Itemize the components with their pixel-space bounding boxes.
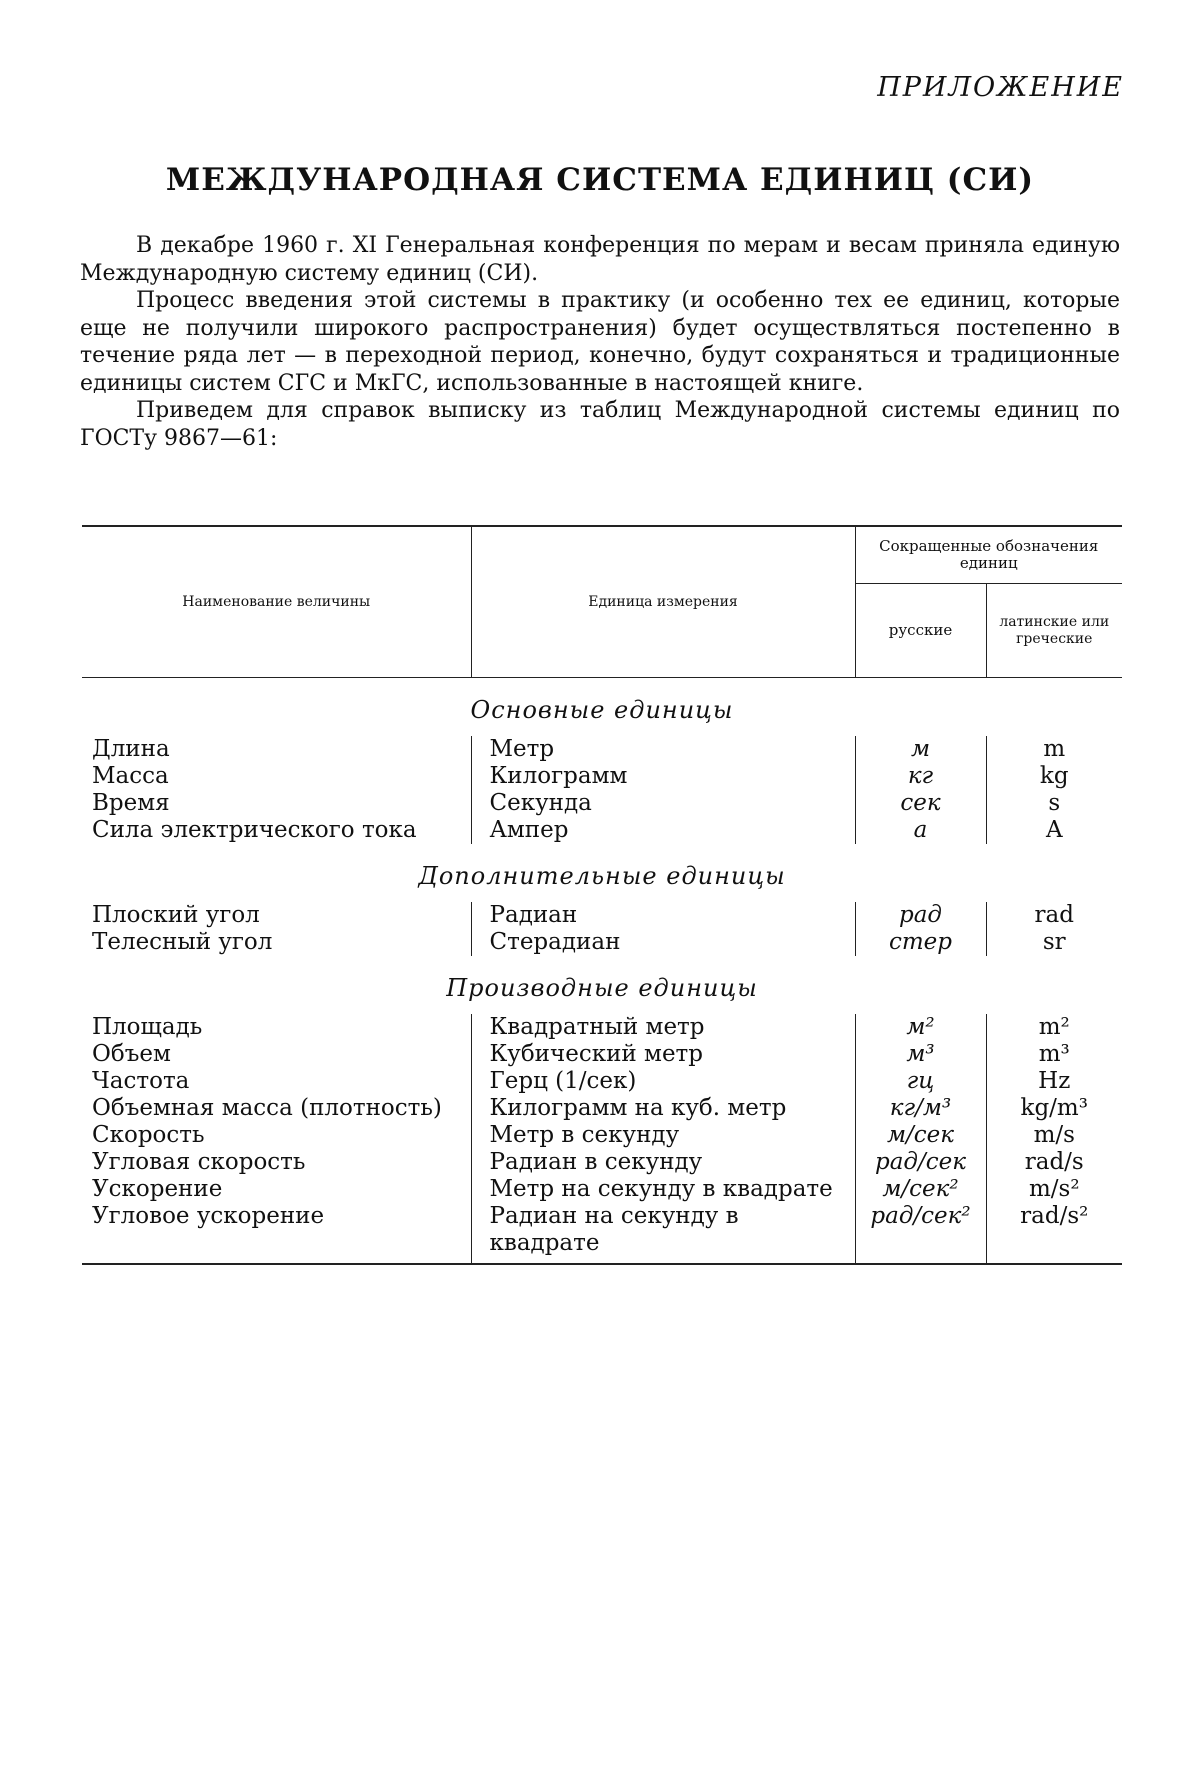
intro-text <box>80 232 1120 452</box>
table-row <box>82 1203 1122 1264</box>
table-row <box>82 1122 1122 1149</box>
table-body <box>82 678 1122 1265</box>
table-row <box>82 1014 1122 1041</box>
intro-paragraph: Процесс введения этой системы в практику (и особенно тех ее единиц, которые еще не получили широкого распространения) будет осуществляться постепенно в течение ряда лет — в переходной период, конечно, будут сохраняться и традиционные единицы систем СГС и МкГС, использованные в настоящей книге. <box>80 288 1120 396</box>
russian-symbol: м/сек <box>855 1122 986 1149</box>
russian-symbol: м³ <box>855 1041 986 1068</box>
latin-symbol: Hz <box>986 1068 1122 1095</box>
table-row <box>82 1149 1122 1176</box>
latin-symbol: kg/m³ <box>986 1095 1122 1122</box>
unit-name: Метр на секунду в квадрате <box>471 1176 855 1203</box>
russian-symbol: м <box>855 736 986 763</box>
header-latin: латинские или греческие <box>986 584 1122 677</box>
table-row <box>82 929 1122 956</box>
russian-symbol: м/сек² <box>855 1176 986 1203</box>
quantity-name: Угловое ускорение <box>92 1203 325 1229</box>
table-row <box>82 1176 1122 1203</box>
table-row <box>82 902 1122 929</box>
table-row <box>82 790 1122 817</box>
latin-symbol: m <box>986 736 1122 763</box>
table-row <box>82 817 1122 844</box>
latin-symbol: rad <box>986 902 1122 929</box>
table-row <box>82 1095 1122 1122</box>
intro-paragraph: Приведем для справок выписку из таблиц Международной системы единиц по ГОСТу 9867—61: <box>80 398 1120 451</box>
header-russian: русские <box>888 621 953 640</box>
section-heading-row <box>82 956 1122 1014</box>
quantity-name: Время <box>92 790 170 816</box>
table-header <box>82 526 1122 678</box>
section-title: Производные единицы <box>446 974 758 1002</box>
section-heading-row <box>82 678 1122 737</box>
table-row <box>82 1041 1122 1068</box>
section-title: Основные единицы <box>470 696 734 724</box>
latin-symbol: s <box>986 790 1122 817</box>
russian-symbol: гц <box>855 1068 986 1095</box>
quantity-name: Сила электрического тока <box>92 817 417 843</box>
appendix-label: ПРИЛОЖЕНИЕ <box>877 72 1124 103</box>
latin-symbol: m³ <box>986 1041 1122 1068</box>
si-units-table <box>82 525 1122 1265</box>
page-title: МЕЖДУНАРОДНАЯ СИСТЕМА ЕДИНИЦ (СИ) <box>165 162 1035 198</box>
russian-symbol: рад/сек <box>855 1149 986 1176</box>
table-row <box>82 763 1122 790</box>
unit-name: Радиан в секунду <box>471 1149 855 1176</box>
unit-name: Килограмм <box>471 763 855 790</box>
header-quantity-name: Наименование величины <box>82 526 471 677</box>
latin-symbol: m/s² <box>986 1176 1122 1203</box>
unit-name: Секунда <box>471 790 855 817</box>
latin-symbol: m² <box>986 1014 1122 1041</box>
russian-symbol: рад/сек² <box>855 1203 986 1264</box>
unit-name: Метр <box>471 736 855 763</box>
unit-name: Герц (1/сек) <box>471 1068 855 1095</box>
section-title: Дополнительные единицы <box>418 862 786 890</box>
russian-symbol: сек <box>855 790 986 817</box>
unit-name: Радиан на секунду в квадрате <box>471 1203 855 1264</box>
header-abbreviations: Сокращенные обозначения единиц <box>855 526 1122 584</box>
quantity-name: Плоский угол <box>92 902 260 928</box>
latin-symbol: rad/s² <box>986 1203 1122 1264</box>
quantity-name: Масса <box>92 763 169 789</box>
russian-symbol: кг/м³ <box>855 1095 986 1122</box>
quantity-name: Объемная масса (плотность) <box>92 1095 442 1121</box>
unit-name: Метр в секунду <box>471 1122 855 1149</box>
quantity-name: Телесный угол <box>92 929 273 955</box>
russian-symbol: стер <box>855 929 986 956</box>
russian-symbol: кг <box>855 763 986 790</box>
russian-symbol: а <box>855 817 986 844</box>
latin-symbol: A <box>986 817 1122 844</box>
quantity-name: Площадь <box>92 1014 203 1040</box>
russian-symbol: м² <box>855 1014 986 1041</box>
table-row <box>82 736 1122 763</box>
latin-symbol: sr <box>986 929 1122 956</box>
russian-symbol: рад <box>855 902 986 929</box>
quantity-name: Угловая скорость <box>92 1149 306 1175</box>
quantity-name: Объем <box>92 1041 171 1067</box>
quantity-name: Ускорение <box>92 1176 223 1202</box>
unit-name: Кубический метр <box>471 1041 855 1068</box>
quantity-name: Длина <box>92 736 170 762</box>
quantity-name: Частота <box>92 1068 190 1094</box>
quantity-name: Скорость <box>92 1122 205 1148</box>
unit-name: Квадратный метр <box>471 1014 855 1041</box>
header-unit: Единица измерения <box>471 526 855 677</box>
latin-symbol: rad/s <box>986 1149 1122 1176</box>
unit-name: Радиан <box>471 902 855 929</box>
latin-symbol: m/s <box>986 1122 1122 1149</box>
unit-name: Килограмм на куб. метр <box>471 1095 855 1122</box>
latin-symbol: kg <box>986 763 1122 790</box>
unit-name: Стерадиан <box>471 929 855 956</box>
unit-name: Ампер <box>471 817 855 844</box>
table-row <box>82 1068 1122 1095</box>
intro-paragraph: В декабре 1960 г. XI Генеральная конференция по мерам и весам приняла единую Международную систему единиц (СИ). <box>80 233 1120 286</box>
section-heading-row <box>82 844 1122 902</box>
